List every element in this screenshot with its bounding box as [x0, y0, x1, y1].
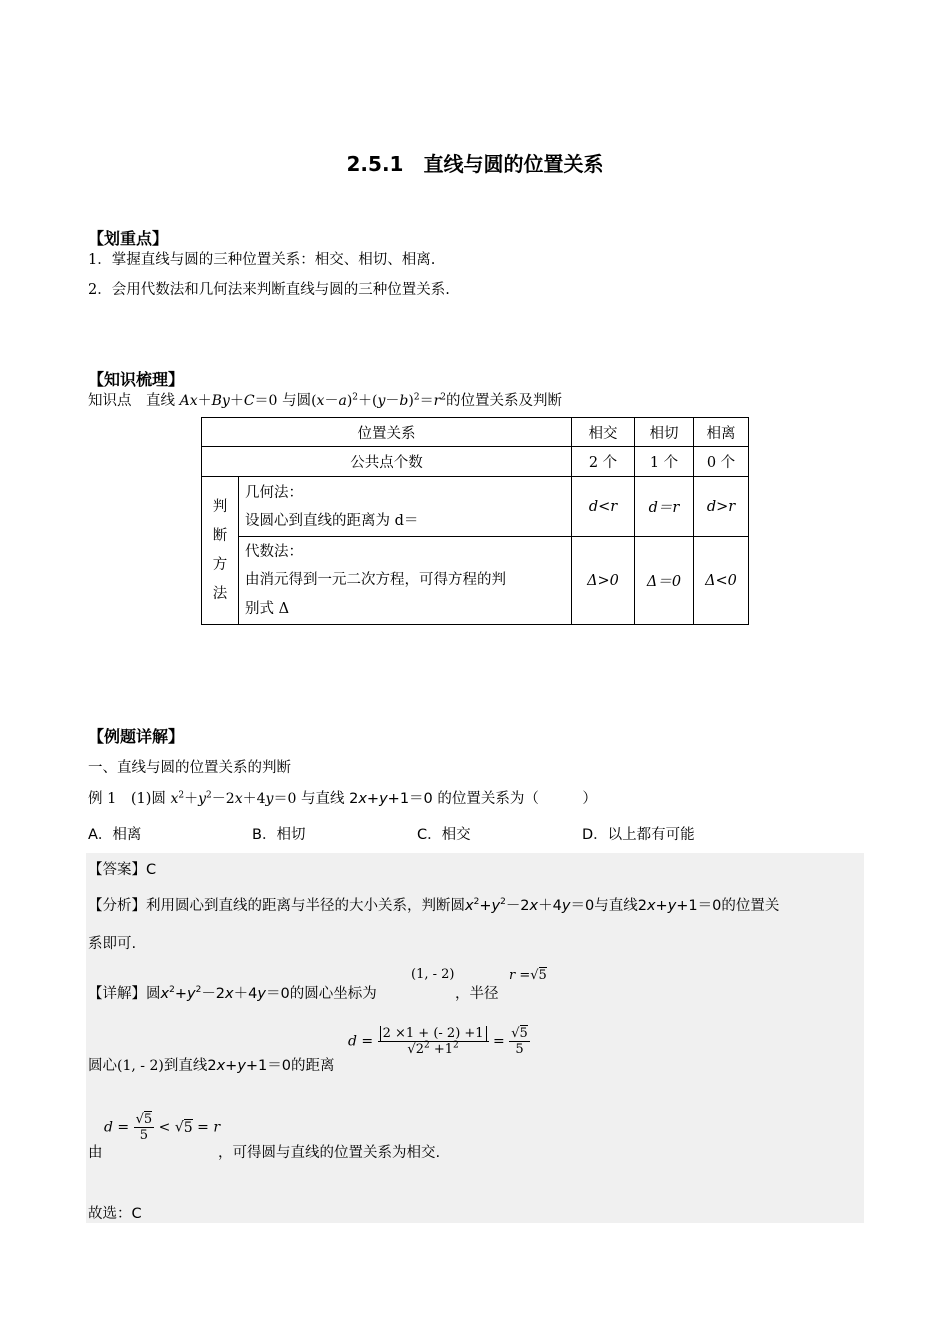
- detail-circle-equation: $x^2+y^2-2x+4y=0$: [160, 985, 290, 1002]
- knowledge-point: [88, 389, 562, 410]
- detail-mid: 的圆心坐标为: [289, 986, 377, 1002]
- analysis-circle-equation: $x^2+y^2-2x+4y=0$: [465, 897, 595, 914]
- relation-table: [201, 417, 749, 625]
- alg-desc-2: 别式 Δ: [245, 600, 290, 617]
- distance-line: [88, 1054, 335, 1075]
- knowledge-point-label: 知识点 直线: [88, 393, 175, 409]
- geo-desc: 设圆心到直线的距离为 d＝: [245, 512, 419, 529]
- examples-sub-heading: 一、直线与圆的位置关系的判断: [88, 760, 291, 776]
- analysis-mid: 与直线: [594, 898, 638, 914]
- distance-result: $\frac{√5}{5}$: [511, 1026, 528, 1057]
- distance-formula: d = $\frac{2 \times 1 + (- 2) +1}{√2^2 +1^2}$ = $\frac{√5}{5}$: [348, 1026, 528, 1057]
- alg-separate: Δ<0: [694, 537, 749, 625]
- row-common-points: 公共点个数: [202, 447, 572, 477]
- option-a: A．相离: [88, 827, 142, 843]
- common-separate: 0 个: [694, 447, 749, 477]
- distance-tail: 的距离: [291, 1058, 335, 1074]
- method-label: 判断方法: [202, 477, 239, 625]
- key-points-heading: 【划重点】: [88, 229, 169, 248]
- alg-method: [239, 537, 572, 625]
- analysis-line-equation: 2x+y+1＝0: [637, 898, 722, 914]
- analysis-label: 【分析】利用圆心到直线的距离与半径的大小关系，判断圆: [88, 898, 465, 914]
- key-point-1: 1．掌握直线与圆的三种位置关系：相交、相切、相离.: [88, 252, 436, 268]
- distance-fraction: $\frac{2 \times 1 + (- 2) +1}{√2^2 +1^2}$: [378, 1026, 489, 1057]
- header-separate: 相离: [694, 418, 749, 447]
- example-1-mid: 与直线: [300, 791, 345, 807]
- detail-radius: ，半径: [455, 986, 499, 1002]
- knowledge-point-tail: 的位置关系及判断: [446, 393, 563, 409]
- circle-equation: $(x-a)^2+(y-b)^2=r^2$: [311, 392, 447, 409]
- common-intersect: 2 个: [572, 447, 635, 477]
- option-c: C．相交: [417, 827, 471, 843]
- radius-formula: r =√5: [509, 968, 547, 983]
- distance-mid: 到直线: [163, 1058, 208, 1074]
- geo-intersect: d<r: [572, 477, 635, 537]
- analysis: [88, 894, 779, 915]
- distance-line-equation: 2x+y+1＝0: [207, 1058, 292, 1074]
- analysis-tail-2: 系即可.: [88, 936, 137, 952]
- final-choice: 故选：C: [88, 1206, 142, 1222]
- header-tangent: 相切: [635, 418, 694, 447]
- knowledge-point-mid: 与圆: [282, 393, 312, 409]
- conclusion-tail: ，可得圆与直线的位置关系为相交.: [218, 1145, 441, 1161]
- key-point-2: 2．会用代数法和几何法来判断直线与圆的三种位置关系.: [88, 282, 450, 298]
- header-intersect: 相交: [572, 418, 635, 447]
- example-1-label: 例 1 (1)圆: [88, 791, 166, 807]
- distance-center: (1, - 2): [117, 1058, 164, 1074]
- example-line-equation: 2x+y+1＝0: [349, 791, 433, 807]
- conclusion-fraction: $\frac{√5}{5}$: [135, 1112, 153, 1143]
- example-1-tail: 的位置关系为（ ）: [437, 791, 597, 807]
- common-tangent: 1 个: [635, 447, 694, 477]
- example-circle-equation: $x^2+y^2-2x+4y=0$: [170, 790, 297, 807]
- alg-intersect: Δ>0: [572, 537, 635, 625]
- answer: 【答案】C: [88, 862, 157, 878]
- alg-desc-1: 由消元得到一元二次方程，可得方程的判: [245, 572, 506, 589]
- geo-title: 几何法：: [245, 484, 303, 501]
- example-1: [88, 787, 597, 808]
- analysis-tail: 的位置关: [721, 898, 780, 914]
- geo-separate: d>r: [694, 477, 749, 537]
- geo-tangent: d＝r: [635, 477, 694, 537]
- option-d: D．以上都有可能: [582, 827, 695, 843]
- alg-tangent: Δ＝0: [635, 537, 694, 625]
- conclusion-prefix: 由: [88, 1145, 103, 1161]
- page-title: 2.5.1 直线与圆的位置关系: [346, 152, 604, 176]
- examples-heading: 【例题详解】: [88, 727, 185, 746]
- knowledge-heading: 【知识梳理】: [88, 370, 185, 389]
- header-relation: 位置关系: [202, 418, 572, 447]
- detail-center: (1, - 2): [411, 967, 455, 982]
- detail-label: 【详解】圆: [88, 986, 161, 1002]
- geo-method: [239, 477, 572, 537]
- option-b: B．相切: [252, 827, 306, 843]
- line-equation: Ax＋By＋C＝0: [179, 393, 278, 409]
- detail: [88, 982, 377, 1003]
- alg-title: 代数法：: [245, 543, 303, 560]
- conclusion-formula: d = $\frac{√5}{5}$ < √5 = r: [104, 1112, 221, 1143]
- distance-label: 圆心: [88, 1058, 117, 1074]
